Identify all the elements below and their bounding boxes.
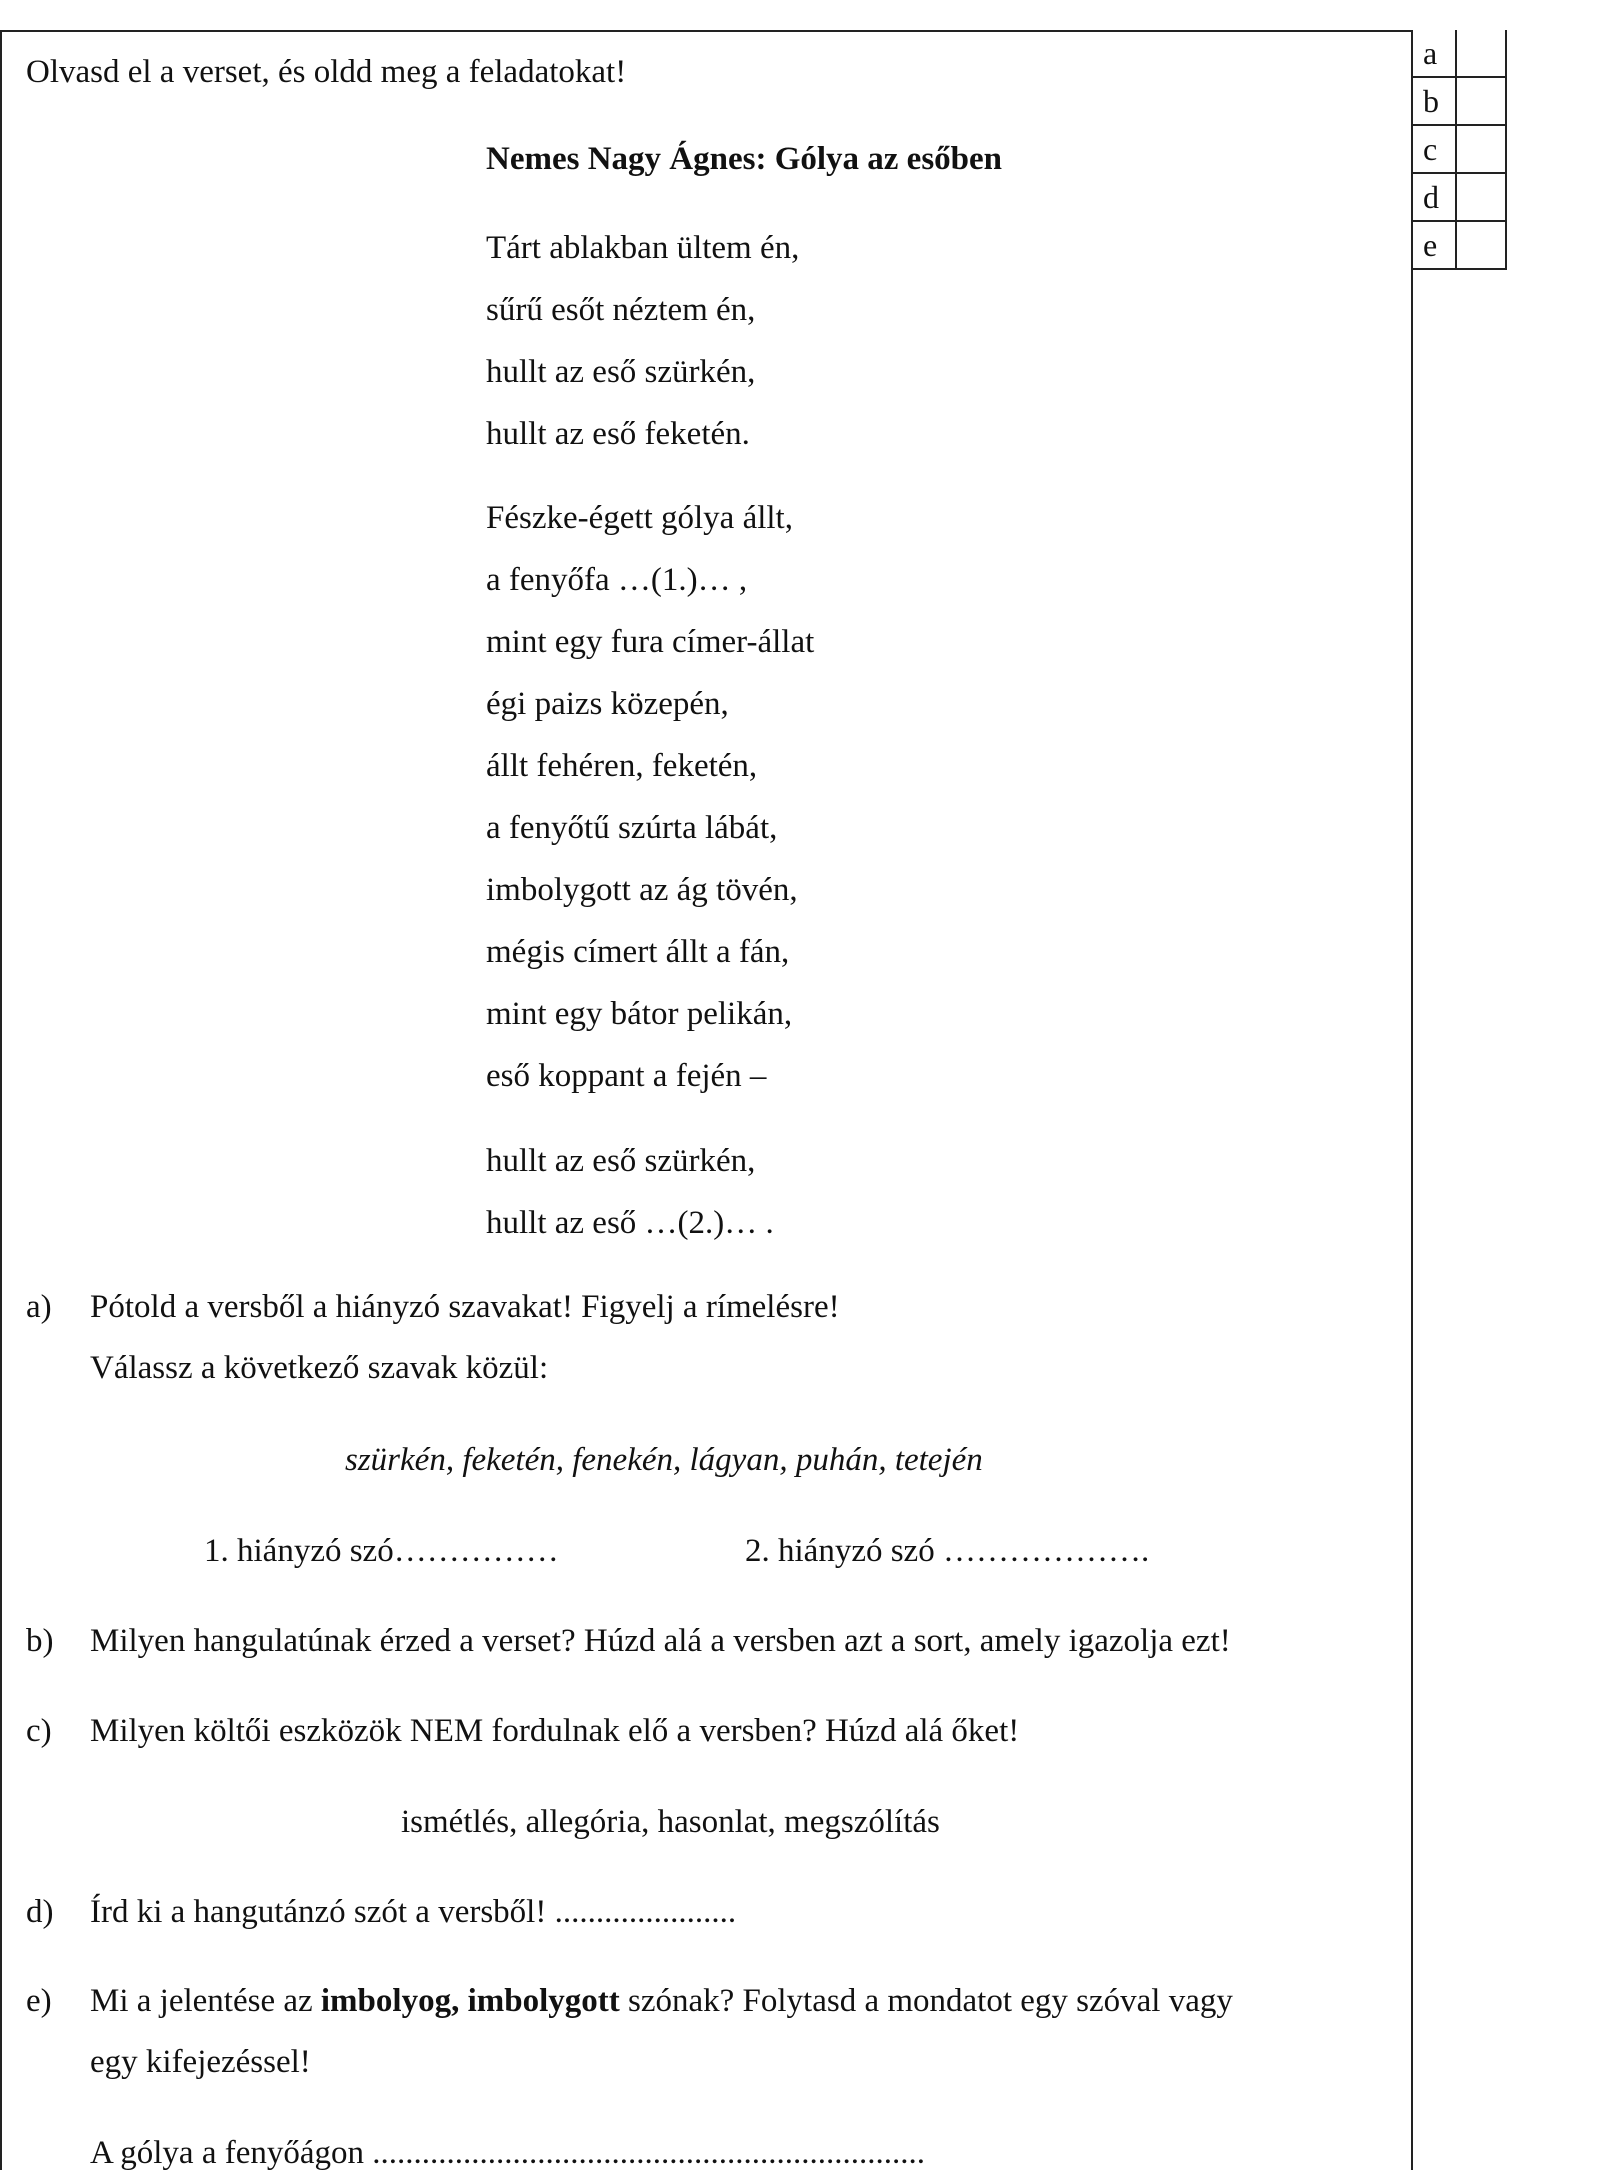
poem-line: a fenyőfa …(1.)… ,	[486, 562, 748, 598]
poem-line: hullt az eső …(2.)… .	[486, 1205, 774, 1241]
poem-line: hullt az eső szürkén,	[486, 354, 756, 390]
question-b-label: b)	[26, 1623, 54, 1659]
poem-line: eső koppant a fején –	[486, 1058, 767, 1094]
question-a-text: Pótold a versből a hiányzó szavakat! Figyelj a rímelésre!	[90, 1289, 840, 1325]
question-e-answer-line[interactable]: A gólya a fenyőágon ...................................................................	[90, 2135, 926, 2171]
poem-line: égi paizs közepén,	[486, 686, 729, 722]
score-label-b: b	[1412, 77, 1456, 125]
question-e-keyword: imbolyog, imbolygott	[320, 1983, 620, 2019]
poem-line: sűrű esőt néztem én,	[486, 292, 756, 328]
poem-line: állt fehéren, feketén,	[486, 748, 758, 784]
question-a-blank-2[interactable]: 2. hiányzó szó ……………….	[745, 1533, 1150, 1569]
question-c-options: ismétlés, allegória, hasonlat, megszólítás	[401, 1804, 940, 1840]
score-label-c: c	[1412, 125, 1456, 173]
poem-line: imbolygott az ág tövén,	[486, 872, 798, 908]
question-e-text-2: egy kifejezéssel!	[90, 2044, 311, 2080]
question-e-text-pre: Mi a jelentése az	[90, 1983, 321, 2019]
question-e-text	[90, 1981, 1233, 2021]
score-label-d: d	[1412, 173, 1456, 221]
score-box-a[interactable]	[1456, 30, 1506, 77]
poem-line: hullt az eső szürkén,	[486, 1143, 756, 1179]
intro-instruction: Olvasd el a verset, és oldd meg a feladatokat!	[26, 54, 627, 90]
score-label-e: e	[1412, 221, 1456, 269]
score-box-d[interactable]	[1456, 173, 1506, 221]
score-label-a: a	[1412, 30, 1456, 77]
question-e-text-post: szónak? Folytasd a mondatot egy szóval vagy	[619, 1983, 1233, 2019]
score-table	[1411, 30, 1507, 270]
page-frame-left	[0, 30, 2, 2170]
poem-line: mégis címert állt a fán,	[486, 934, 790, 970]
page-frame-top	[0, 30, 1411, 32]
question-a-text-2: Válassz a következő szavak közül:	[90, 1350, 549, 1386]
question-a-word-options: szürkén, feketén, fenekén, lágyan, puhán, tetején	[345, 1442, 983, 1478]
page-frame-right	[1411, 30, 1413, 2170]
poem-line: mint egy bátor pelikán,	[486, 996, 793, 1032]
score-box-b[interactable]	[1456, 77, 1506, 125]
question-d-text: Írd ki a hangutánzó szót a versből! ......................	[90, 1894, 737, 1930]
poem-line: Fészke-égett gólya állt,	[486, 500, 793, 536]
score-box-e[interactable]	[1456, 221, 1506, 269]
question-d-label: d)	[26, 1894, 54, 1930]
poem-line: Tárt ablakban ültem én,	[486, 230, 800, 266]
question-c-label: c)	[26, 1713, 52, 1749]
poem-line: mint egy fura címer-állat	[486, 624, 815, 660]
question-a-blank-1[interactable]: 1. hiányzó szó……………	[204, 1533, 559, 1569]
poem-line: a fenyőtű szúrta lábát,	[486, 810, 778, 846]
question-b-text: Milyen hangulatúnak érzed a verset? Húzd alá a versben azt a sort, amely igazolja ezt!	[90, 1623, 1231, 1659]
poem-line: hullt az eső feketén.	[486, 416, 750, 452]
score-box-c[interactable]	[1456, 125, 1506, 173]
poem-title: Nemes Nagy Ágnes: Gólya az esőben	[486, 141, 1003, 177]
question-c-text: Milyen költői eszközök NEM fordulnak elő a versben? Húzd alá őket!	[90, 1713, 1020, 1749]
question-a-label: a)	[26, 1289, 52, 1325]
question-e-label: e)	[26, 1983, 52, 2019]
